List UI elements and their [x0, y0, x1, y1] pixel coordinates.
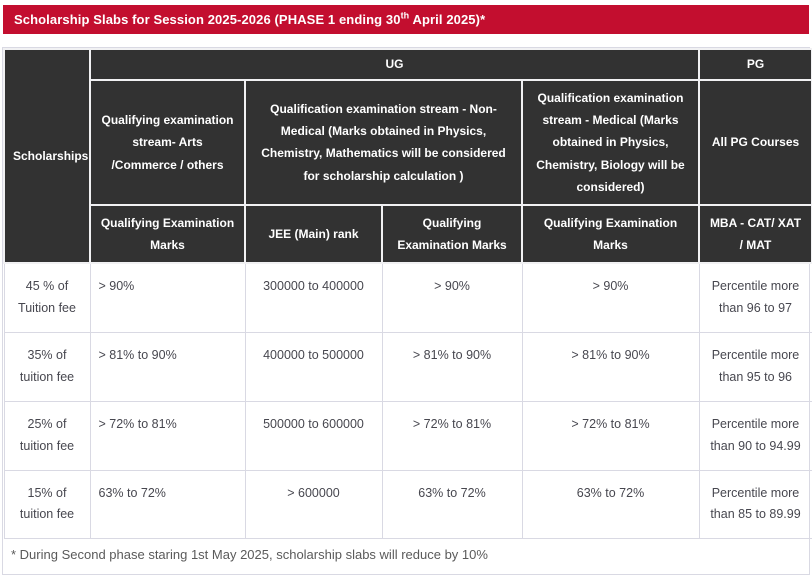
- header-stream-medical: Qualification examination stream - Medical (Marks obtained in Physics, Chemistry, Biology will be considered): [522, 80, 699, 205]
- header-scholarships: Scholarships: [4, 49, 90, 263]
- nonmedical-marks-cell: 63% to 72%: [382, 470, 522, 539]
- header-medical-qualifying-marks: Qualifying Examination Marks: [522, 205, 699, 263]
- arts-marks-cell: > 81% to 90%: [90, 333, 245, 402]
- scholarship-cell: 25% of tuition fee: [4, 401, 90, 470]
- jee-rank-cell: > 600000: [245, 470, 382, 539]
- header-mba-cat-xat-mat: MBA - CAT/ XAT / MAT: [699, 205, 812, 263]
- table-row: [4, 333, 812, 402]
- pg-percentile-cell: Percentile more than 96 to 97: [699, 263, 812, 332]
- header-stream-arts-commerce: Qualifying examination stream- Arts /Commerce / others: [90, 80, 245, 205]
- scholarship-cell: 45 % of Tuition fee: [4, 263, 90, 332]
- header-all-pg-courses: All PG Courses: [699, 80, 812, 205]
- table-row: [4, 263, 812, 332]
- header-ug: UG: [90, 49, 699, 80]
- medical-marks-cell: > 81% to 90%: [522, 333, 699, 402]
- pg-percentile-cell: Percentile more than 85 to 89.99: [699, 470, 812, 539]
- medical-marks-cell: > 72% to 81%: [522, 401, 699, 470]
- nonmedical-marks-cell: > 81% to 90%: [382, 333, 522, 402]
- title-superscript: th: [400, 10, 410, 21]
- arts-marks-cell: > 72% to 81%: [90, 401, 245, 470]
- nonmedical-marks-cell: > 90%: [382, 263, 522, 332]
- nonmedical-marks-cell: > 72% to 81%: [382, 401, 522, 470]
- page-title: Scholarship Slabs for Session 2025-2026 (PHASE 1 ending 30th April 2025)*: [14, 10, 486, 27]
- header-jee-main-rank: JEE (Main) rank: [245, 205, 382, 263]
- pg-percentile-cell: Percentile more than 95 to 96: [699, 333, 812, 402]
- table-row: [4, 401, 812, 470]
- phase-two-footnote: * During Second phase staring 1st May 2025, scholarship slabs will reduce by 10%: [11, 547, 488, 563]
- medical-marks-cell: 63% to 72%: [522, 470, 699, 539]
- scholarship-cell: 15% of tuition fee: [4, 470, 90, 539]
- scholarship-table: [3, 48, 812, 539]
- header-stream-nonmedical: Qualification examination stream - Non-Medical (Marks obtained in Physics, Chemistry, Mathematics will be considered for scholarship calculation ): [245, 80, 522, 205]
- title-banner: [3, 5, 809, 34]
- jee-rank-cell: 400000 to 500000: [245, 333, 382, 402]
- scholarship-cell: 35% of tuition fee: [4, 333, 90, 402]
- header-arts-qualifying-marks: Qualifying Examination Marks: [90, 205, 245, 263]
- jee-rank-cell: 500000 to 600000: [245, 401, 382, 470]
- scholarship-slabs-page: [0, 5, 812, 563]
- jee-rank-cell: 300000 to 400000: [245, 263, 382, 332]
- arts-marks-cell: > 90%: [90, 263, 245, 332]
- pg-percentile-cell: Percentile more than 90 to 94.99: [699, 401, 812, 470]
- medical-marks-cell: > 90%: [522, 263, 699, 332]
- header-pg: PG: [699, 49, 812, 80]
- arts-marks-cell: 63% to 72%: [90, 470, 245, 539]
- header-nonmedical-qualifying-marks: Qualifying Examination Marks: [382, 205, 522, 263]
- table-row: [4, 470, 812, 539]
